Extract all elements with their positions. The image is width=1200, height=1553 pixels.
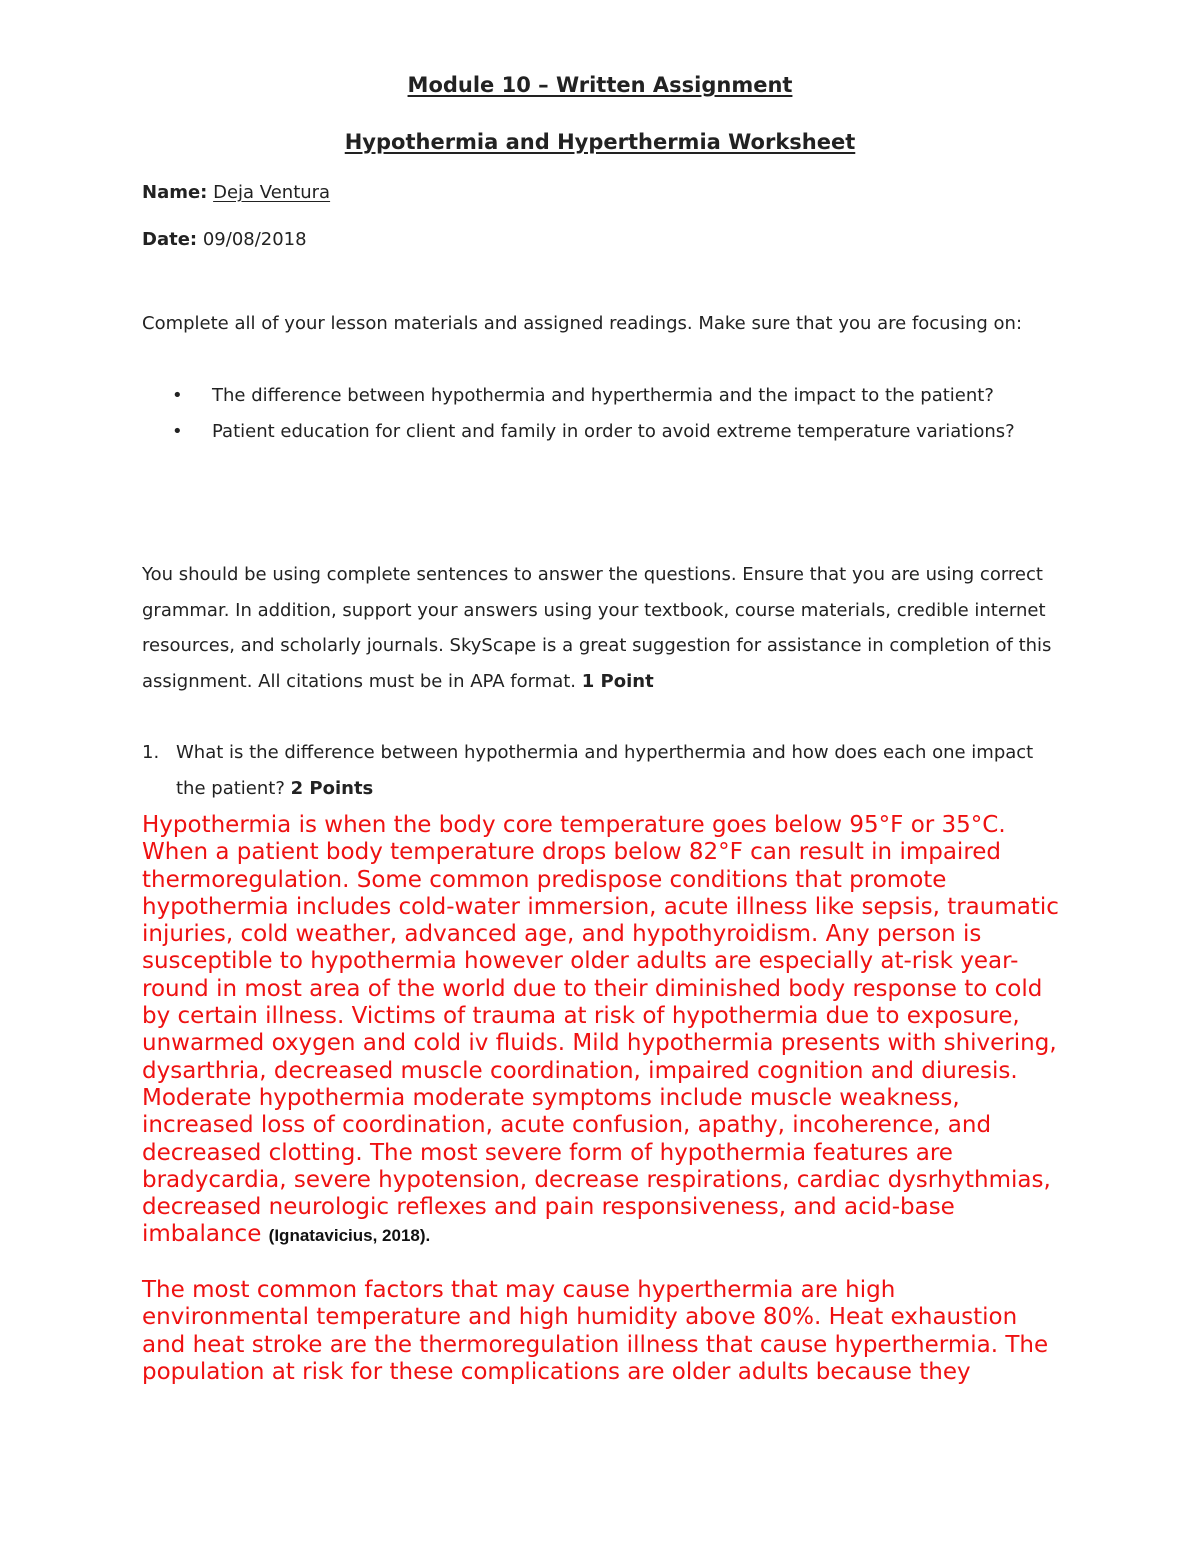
citation-text: (Ignatavicius, 2018) <box>268 1226 426 1246</box>
answer-text: Hypothermia is when the body core temperature goes below 95°F or 35°C. When a patient body temperature drops below 82°F can result in impaired thermoregulation. Some common predispose conditions that promote hypothermia includes cold-water immersion, acute illness like sepsis, traumatic injuries, cold weather, advanced age, and hypothyroidism. Any person is susceptible to hypothermia however older adults are especially at-risk year-round in most area of the world due to their diminished body response to cold by certain illness. Victims of trauma at risk of hypothermia due to exposure, unwarmed oxygen and cold iv fluids. Mild hypothermia presents with shivering, dysarthria, decreased muscle coordination, impaired cognition and diuresis. Moderate hypothermia moderate symptoms include muscle weakness, increased loss of coordination, acute confusion, apathy, incoherence, and decreased clotting. The most severe form of hypothermia features are bradycardia, severe hypotension, decrease respirations, cardiac dysrhythmias, decreased neurologic reflexes and pain responsiveness, and acid-base imbalance <box>142 812 1059 1248</box>
name-field <box>142 182 330 203</box>
date-label: Date: <box>142 229 198 250</box>
citation-end: . <box>425 1226 431 1246</box>
list-item: • The difference between hypothermia and hyperthermia and the impact to the patient? <box>142 378 1042 414</box>
date-value: 09/08/2018 <box>202 229 307 250</box>
name-value: Deja Ventura <box>213 182 331 203</box>
intro-paragraph: Complete all of your lesson materials and assigned readings. Make sure that you are focusing on: <box>142 313 1023 334</box>
question-points: 2 Points <box>290 777 374 799</box>
worksheet-title: Hypothermia and Hyperthermia Worksheet <box>344 130 856 154</box>
date-field <box>142 229 307 250</box>
name-label: Name: <box>142 182 208 203</box>
question-number: 1. <box>142 742 160 763</box>
list-item: • Patient education for client and family in order to avoid extreme temperature variations? <box>142 414 1042 450</box>
document-title: Module 10 – Written Assignment <box>407 73 793 97</box>
instructions-paragraph <box>142 557 1082 699</box>
question-text: What is the difference between hypothermia and hyperthermia and how does each one impact the patient? <box>176 742 1034 799</box>
instructions-points: 1 Point <box>581 670 654 692</box>
question-1 <box>142 735 1062 806</box>
instructions-text: You should be using complete sentences to answer the questions. Ensure that you are using correct grammar. In addition, support your answers using your textbook, course materials, credible internet resources, and scholarly journals. SkyScape is a great suggestion for assistance in completion of this assignment. All citations must be in APA format. <box>142 564 1052 692</box>
question-text-block <box>142 735 1062 806</box>
focus-list <box>142 378 1042 449</box>
answer-paragraph-hyperthermia: The most common factors that may cause hyperthermia are high environmental temperature and high humidity above 80%. Heat exhaustion and heat stroke are the thermoregulation illness that cause hyperthermia. The population at risk for these complications are older adults because they <box>142 1277 1049 1385</box>
answer-paragraph-hypothermia <box>142 812 1067 1250</box>
citation <box>269 1226 431 1245</box>
